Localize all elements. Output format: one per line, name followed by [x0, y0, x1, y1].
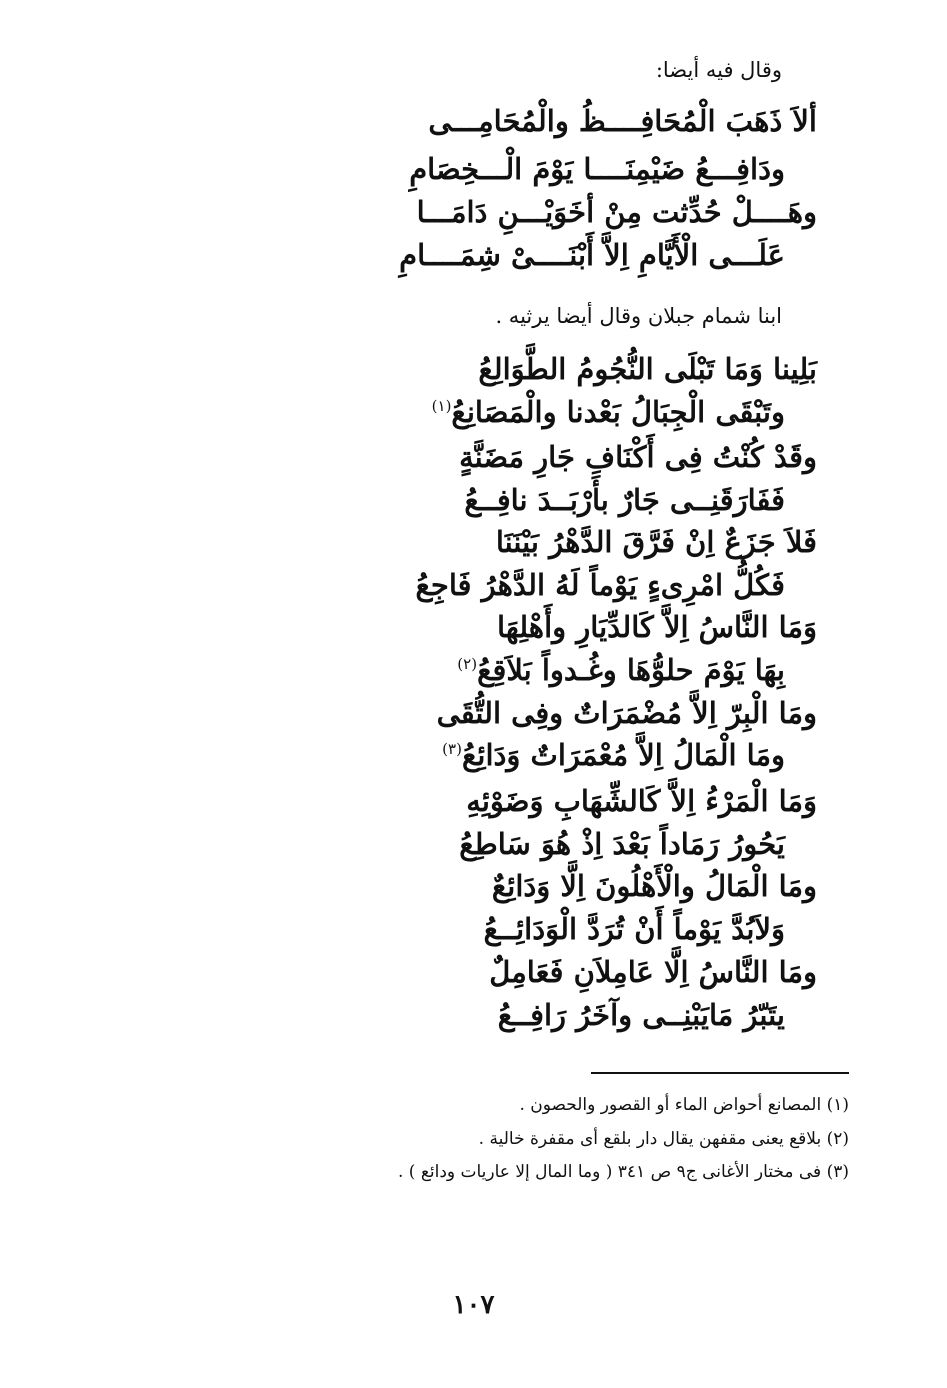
poem2-line-11 [466, 784, 817, 818]
verse-text: وقَدْ كُنْتُ فِى أَكْنَافِ جَارِ مَضَنَّةٍ [459, 440, 817, 474]
poem2-line-9 [437, 696, 817, 730]
poem2-line-10 [436, 738, 817, 772]
verse-text: ومَا الْمَالُ اِلاَّ مُعْمَرَاتٌ وَدَائِعُ [461, 738, 785, 772]
verse-text: فَكُلُّ امْرِىءٍ يَوْماً لَهُ الدَّهْرُ فَاجِعُ [415, 568, 785, 602]
verse-text: ومَا الْمَالُ والْأَهْلُونَ اِلَّا وَدَائِعٌ [491, 869, 817, 903]
poem2-line-1 [478, 352, 817, 386]
poem1-line-4: عَلَـــى الْأَيَّامِ اِلاَّ أَبْنَــــىْ شِمَــــامِ [399, 238, 785, 272]
poem2-line-12 [459, 827, 785, 861]
verse-text: بَلِينا وَمَا تَبْلَى النُّجُومُ الطَّوَالِعُ [478, 352, 817, 386]
poem2-line-4 [464, 483, 785, 517]
footnote-1: (١) المصانع أحواض الماء أو القصور والحصون . [519, 1095, 849, 1115]
poem1-line-3: وهَــــلْ حُدِّثت مِنْ أخَوَيْـــنِ دَامَـــا [416, 195, 817, 229]
verse-text: ومَا النَّاسُ اِلَّا عَامِلاَنِ فَعَامِلٌ [489, 955, 817, 989]
poem2-intro: ابنا شمام جبلان وقال أيضا يرثيه . [495, 304, 782, 328]
poem2-line-5 [496, 525, 817, 559]
poem2-line-16 [498, 998, 785, 1032]
poem2-line-14 [484, 912, 785, 946]
footnote-2: (٢) بلاقع يعنى مقفهن يقال دار بلقع أى مقفرة خالية . [478, 1129, 849, 1149]
poem2-line-15 [489, 955, 817, 989]
poem2-line-3 [459, 440, 817, 474]
poem1-intro: وقال فيه أيضا: [655, 58, 782, 82]
verse-text: بِهَا يَوْمَ حلوُّهَا وغُـدواً بَلاَقِعُ [477, 653, 785, 687]
verse-text: وتَبْقَى الْجِبَالُ بَعْدنا والْمَصَانِعُ [451, 395, 785, 429]
verse-text: يَحُورُ رَمَاداً بَعْدَ اِذْ هُوَ سَاطِعُ [459, 827, 785, 861]
verse-text: وَمَا الْمَرْءُ اِلاَّ كَالشِّهَابِ وَضَوْئِهِ [466, 784, 817, 818]
footnote-marker-1: (١) [431, 397, 452, 416]
verse-text: ومَا الْبِرّ اِلاَّ مُضْمَرَاتٌ وفِى التُّقَى [436, 696, 817, 730]
footnote-3: (٣) فى مختار الأغانى ج٩ ص ٣٤١ ( وما المال إلا عاريات ودائع ) . [397, 1162, 849, 1182]
footnote-divider [591, 1072, 849, 1074]
footnote-marker-2: (٢) [457, 655, 478, 674]
verse-text: وَلاَبُدَّ يَوْماً أَنْ تُرَدَّ الْوَدَائِــعُ [483, 912, 785, 946]
verse-text: فَلاَ جَزَعٌ اِنْ فَرَّقَ الدَّهْرُ بَيْنَنَا [495, 525, 817, 559]
poem2-line-7 [497, 610, 817, 644]
page-number: ١٠٧ [452, 1290, 495, 1320]
poem1-line-2: ودَافِـــعُ ضَيْمِنَــــا يَوْمَ الْـــخِصَامِ [409, 152, 785, 186]
poem2-line-6 [415, 568, 785, 602]
footnote-marker-3: (٣) [442, 740, 462, 759]
poem2-line-13 [492, 869, 817, 903]
poem2-line-8 [451, 653, 817, 687]
verse-text: وَمَا النَّاسُ اِلاَّ كَالدِّيَارِ وأَهْلِهَا [496, 610, 817, 644]
verse-text: يتَبّرُ مَايَبْنِــى وآخَرُ رَافِــعُ [497, 998, 785, 1032]
poem2-line-2 [426, 395, 817, 429]
verse-text: فَفَارَقَنِــى جَارٌ بأَرْبَــدَ نافِــعُ [464, 483, 785, 517]
poem1-line-1: ألاَ ذَهَبَ الْمُحَافِــــظُ والْمُحَامِـــى [428, 104, 817, 138]
